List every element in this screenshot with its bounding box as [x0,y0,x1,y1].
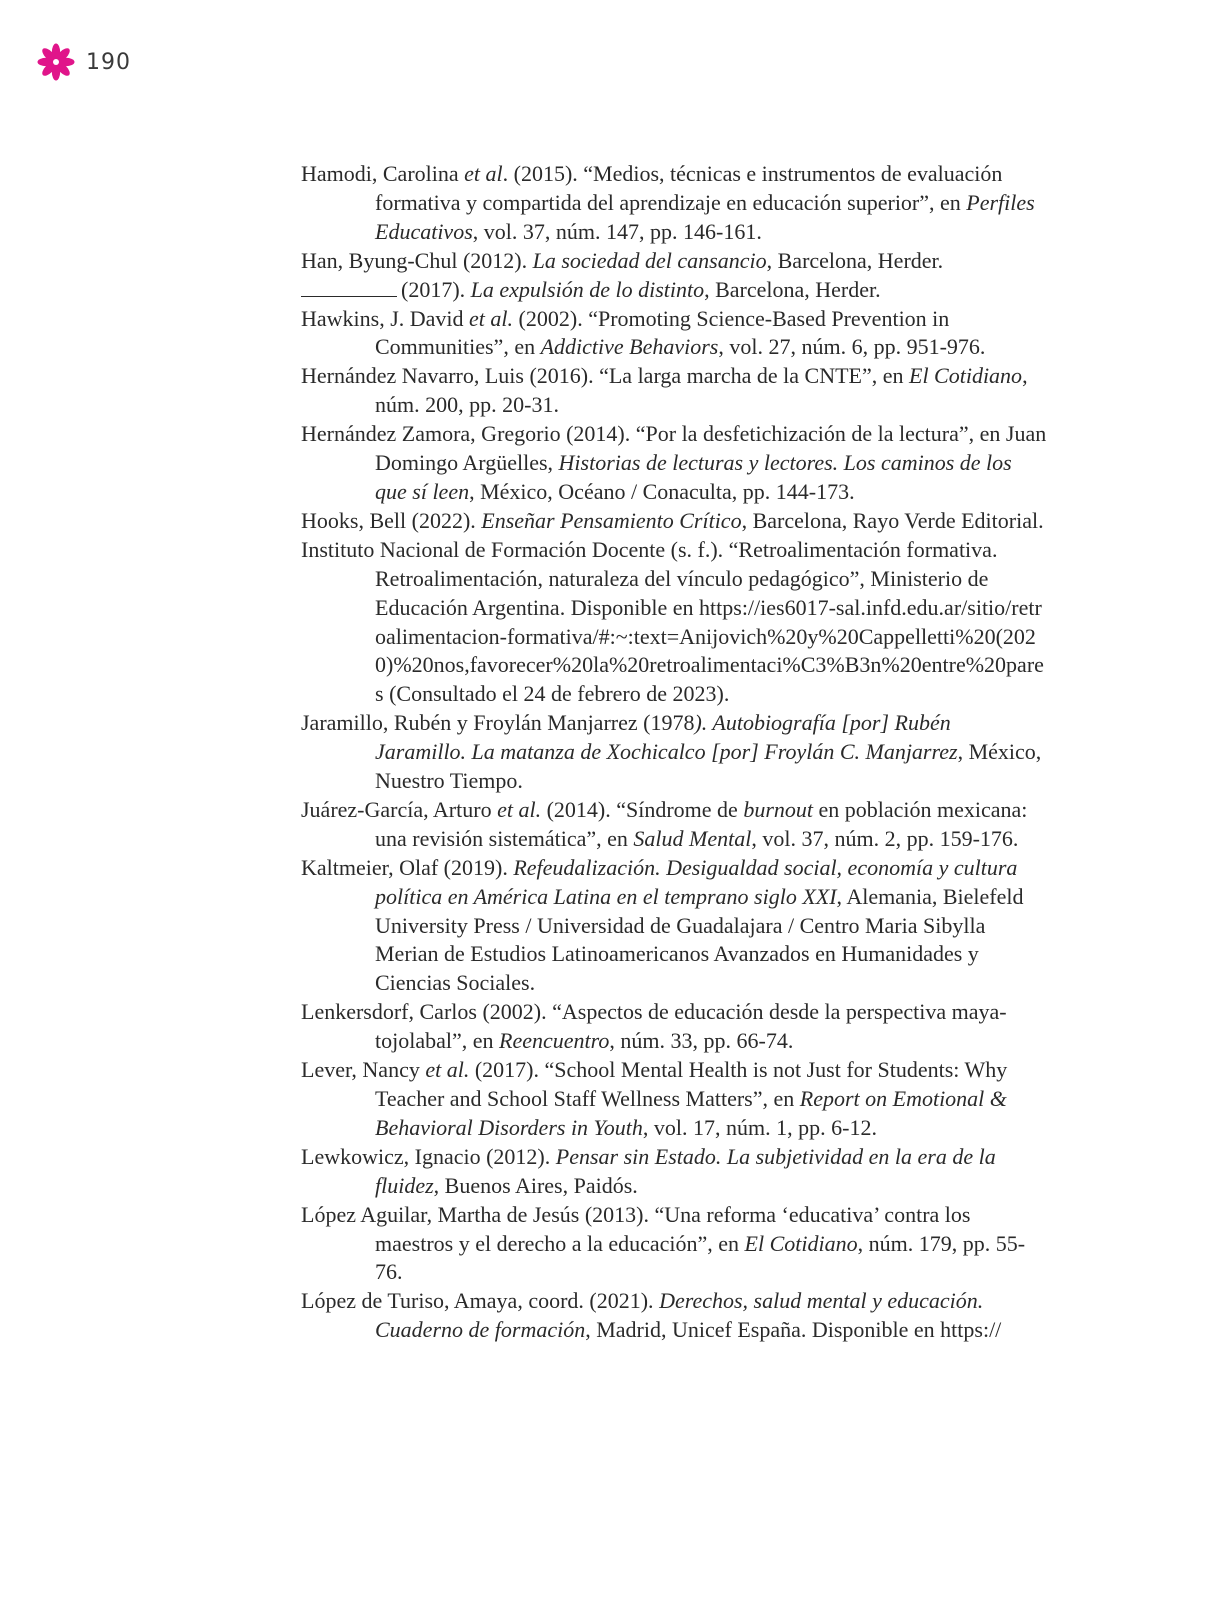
reference-entry [301,305,1047,363]
reference-entry [301,420,1047,507]
reference-entry [301,796,1047,854]
reference-text: , vol. 37, núm. 147, pp. 146-161. [472,218,762,244]
reference-text: López Aguilar, Martha de Jesús (2013). “Una reforma ‘educativa’ contra los maestros y el derecho a la educación”, en [301,1201,971,1256]
reference-entry [301,247,1047,276]
reference-entry [301,998,1047,1056]
reference-entry [301,160,1047,247]
reference-title: Derechos, salud mental y educación. Cuaderno de formación [375,1288,984,1343]
reference-text: , vol. 37, núm. 2, pp. 159-176. [751,825,1019,851]
reference-text: , Buenos Aires, Paidós. [433,1172,638,1198]
reference-title: et al. [425,1057,470,1083]
reference-title: et al [464,161,503,186]
reference-title: ). Autobiografía [por] Rubén Jaramillo. La matanza de Xochicalco [por] Froylán C. Manjarrez [375,710,958,765]
reference-text: Lever, Nancy [301,1057,426,1083]
reference-text: . (2015). “Medios, técnicas e instrumentos de evaluación formativa y compartida del aprendizaje en educación superior”, en [375,161,1003,215]
reference-text: , Alemania, Bielefeld University Press / Universidad de Guadalajara / Centro Maria Sibylla Merian de Estudios Latinoamericanos Avanzados en Humanidades y Ciencias Sociales. [375,883,1024,996]
reference-text: Hooks, Bell (2022). [301,507,482,533]
reference-entry [301,1143,1047,1201]
reference-text: , vol. 17, núm. 1, pp. 6-12. [642,1114,877,1140]
reference-title: La sociedad del cansancio [532,247,767,273]
reference-title: et al. [497,796,542,822]
reference-entry [301,709,1047,796]
reference-text: Hernández Navarro, Luis (2016). “La larga marcha de la CNTE”, en [301,363,909,389]
reference-title: La expulsión de lo distinto [470,276,705,302]
page-number: 190 [86,49,131,75]
reference-text: , vol. 27, núm. 6, pp. 951-976. [718,334,986,360]
reference-text: López de Turiso, Amaya, coord. (2021). [301,1288,660,1314]
reference-entry [301,854,1047,999]
reference-text: , Madrid, Unicef España. Disponible en https:// [585,1317,1002,1343]
reference-list [301,160,1047,1345]
reference-text: Hamodi, Carolina [301,161,465,186]
reference-title: Addictive Behaviors [540,334,719,360]
reference-title: Enseñar Pensamiento Crítico [481,507,742,533]
reference-title: et al. [469,305,514,331]
reference-text: Kaltmeier, Olaf (2019). [301,854,514,880]
repeated-author-dash [301,278,397,297]
reference-title: El Cotidiano [909,363,1023,389]
reference-entry [301,362,1047,420]
reference-title: Perfiles Educativos [375,189,1035,244]
reference-text: , núm. 179, pp. 55-76. [375,1230,1026,1285]
reference-title: Salud Mental [633,825,752,851]
reference-title: Refeudalización. Desigualdad social, economía y cultura política en América Latina en el temprano siglo XXI [375,854,1018,909]
reference-text: , México, Océano / Conaculta, pp. 144-173. [469,478,855,504]
reference-text: (Consultado el 24 de febrero de 2023). [383,681,730,707]
reference-entry [301,1201,1047,1288]
reference-text: (2014). “Síndrome de [541,796,744,822]
page-header [36,42,131,82]
reference-text: , Barcelona, Herder. [704,276,881,302]
reference-text: , Barcelona, Rayo Verde Editorial. [741,507,1044,533]
reference-text: (2002). “Promoting Science-Based Prevention in Communities”, en [375,305,950,360]
reference-entry [301,1287,1047,1345]
reference-text: (2017). “School Mental Health is not Just for Students: Why Teacher and School Staff Wellness Matters”, en [375,1057,1008,1111]
reference-entry [301,536,1047,709]
reference-text: , núm. 200, pp. 20-31. [375,363,1028,418]
reference-text: Hernández Zamora, Gregorio (2014). “Por la desfetichización de la lectura”, en Juan Domingo Argüelles, [301,421,1047,476]
reference-text: , México, Nuestro Tiempo. [375,739,1042,794]
reference-text: , Barcelona, Herder. [766,247,944,273]
reference-text: Han, Byung-Chul (2012). [301,247,533,273]
reference-text: Juárez-García, Arturo [301,796,498,822]
reference-text: Jaramillo, Rubén y Froylán Manjarrez (1978 [301,710,695,736]
reference-entry [301,1056,1047,1143]
reference-text: Hawkins, J. David [301,305,470,331]
reference-text: , núm. 33, pp. 66-74. [609,1028,794,1054]
reference-title: burnout [743,796,813,822]
reference-text: en población mexicana: una revisión sistemática”, en [375,796,1028,851]
reference-title: Pensar sin Estado. La subjetividad en la era de la fluidez [375,1143,996,1198]
reference-entry [301,507,1047,536]
reference-entry [301,276,1047,305]
reference-title: Reencuentro [499,1028,610,1054]
reference-title: El Cotidiano [744,1230,858,1256]
reference-text: (2017). [401,276,471,302]
asterisk-icon [36,42,76,82]
reference-title: Historias de lecturas y lectores. Los caminos de los que sí leen [375,450,1012,504]
reference-url: https://ies6017-sal.infd.edu.ar/sitio/retroalimentacion-formativa/#:~:text=Anijovich%20y%20Cappelletti%20(2020)%20nos,favorecer%20la%20retroalimentaci%C3%B3n%20entre%20pares [375,594,1044,707]
reference-text: Lenkersdorf, Carlos (2002). “Aspectos de educación desde la perspectiva maya-tojolabal”, en [301,999,1007,1054]
reference-text: Instituto Nacional de Formación Docente (s. f.). “Retroalimentación formativa. Retroalimentación, naturaleza del vínculo pedagógico”, Ministerio de Educación Argentina. Disponible en [301,536,998,620]
reference-title: Report on Emotional & Behavioral Disorders in Youth [375,1086,1007,1140]
reference-text: Lewkowicz, Ignacio (2012). [301,1143,556,1169]
